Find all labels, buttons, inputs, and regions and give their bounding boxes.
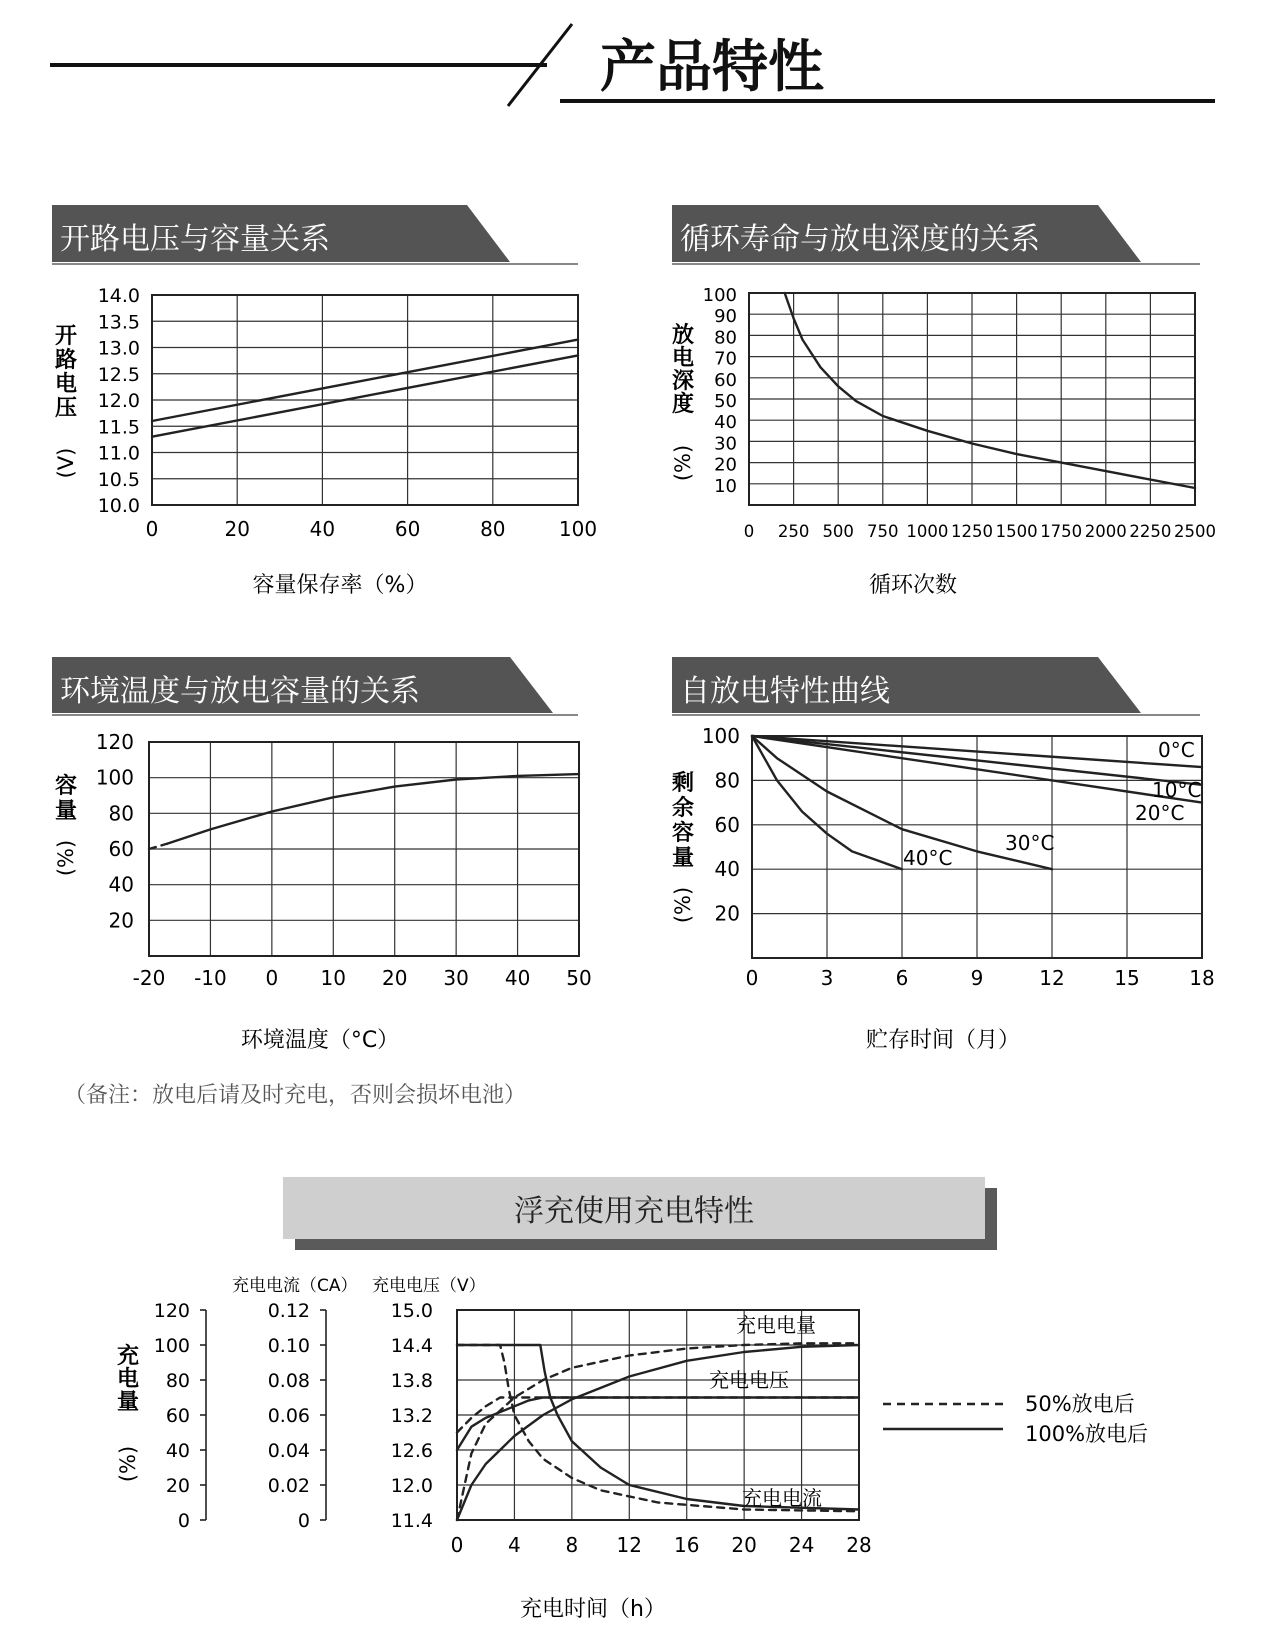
- x-tick-label: 12: [616, 1533, 643, 1557]
- y-axis-label: 剩: [671, 771, 695, 796]
- y-tick-label: 20: [714, 901, 740, 926]
- x-tick-label: 60: [394, 517, 421, 541]
- y-tick-label: 40: [714, 412, 737, 434]
- y-tick-label: 14.0: [97, 285, 140, 307]
- mid-tick-label: 0.12: [267, 1300, 310, 1322]
- legend-label: 50%放电后: [1025, 1392, 1135, 1416]
- y-axis-unit: (%): [671, 886, 695, 924]
- y-tick-label: 10: [714, 475, 737, 497]
- x-tick-label: 100: [558, 517, 598, 541]
- x-tick-label: 20: [731, 1533, 757, 1557]
- x-tick-label: 80: [480, 517, 506, 541]
- x-axis-label: 环境温度（°C）: [240, 1028, 400, 1053]
- curve-label: 充电电压: [709, 1368, 789, 1392]
- y-axis-label: 余: [671, 796, 695, 821]
- y-tick-label: 13.0: [97, 337, 140, 360]
- y-axis-label: 充: [116, 1344, 140, 1369]
- x-tick-label: 0: [265, 966, 279, 990]
- x-tick-label: 1000: [906, 522, 949, 541]
- series-label: 40°C: [903, 846, 953, 870]
- x-tick-label: 0: [743, 522, 755, 541]
- curve-label: 充电电量: [736, 1313, 816, 1337]
- x-tick-label: 2250: [1129, 522, 1172, 541]
- y-tick-label: 13.5: [97, 311, 140, 334]
- legend-label: 100%放电后: [1025, 1422, 1149, 1446]
- y-tick-label: 11.5: [97, 416, 140, 439]
- x-tick-label: 750: [867, 522, 899, 541]
- x-tick-label: 12: [1039, 966, 1065, 990]
- y-axis-label: 量: [671, 846, 695, 871]
- section-banner-temperature: [52, 657, 578, 715]
- x-tick-label: 2500: [1174, 522, 1216, 541]
- y-tick-label: 120: [95, 730, 134, 754]
- x-tick-label: 50: [566, 966, 592, 990]
- x-tick-label: 9: [970, 966, 984, 990]
- y-tick-label: 100: [95, 765, 134, 790]
- left-tick-label: 40: [165, 1440, 190, 1462]
- y-tick-label: 20: [714, 454, 737, 476]
- y-axis-label: 电: [671, 346, 695, 371]
- x-tick-label: 8: [565, 1533, 579, 1557]
- voltage-tick-label: 13.2: [390, 1405, 433, 1427]
- chart-title: 自放电特性曲线: [680, 674, 890, 709]
- x-tick-label: 40: [309, 517, 336, 541]
- curve-label: 充电电流: [742, 1486, 822, 1510]
- voltage-tick-label: 14.4: [390, 1335, 433, 1357]
- page-title: 产品特性: [600, 35, 824, 100]
- x-axis-label: 贮存时间（月）: [865, 1028, 1021, 1053]
- y-tick-label: 60: [108, 837, 134, 861]
- y-axis-label: 容: [671, 821, 695, 846]
- mid-tick-label: 0.02: [267, 1475, 310, 1497]
- mid-tick-label: 0.08: [267, 1370, 310, 1392]
- y-tick-label: 12.0: [97, 390, 140, 412]
- x-axis-label: 容量保存率（%）: [252, 573, 428, 598]
- voltage-tick-label: 11.4: [390, 1510, 433, 1532]
- left-tick-label: 100: [153, 1335, 190, 1357]
- y-axis-unit: (%): [671, 444, 695, 482]
- left-tick-label: 20: [165, 1475, 190, 1497]
- x-tick-label: 250: [777, 522, 810, 541]
- y-tick-label: 12.5: [97, 363, 140, 386]
- x-tick-label: -20: [132, 966, 166, 990]
- y-tick-label: 10.5: [97, 468, 140, 491]
- x-tick-label: 16: [673, 1533, 700, 1557]
- y-axis-label: 电: [54, 372, 78, 397]
- mid-tick-label: 0.06: [267, 1405, 310, 1427]
- x-tick-label: 500: [822, 522, 854, 541]
- x-tick-label: 10: [320, 966, 347, 990]
- y-axis-label: 深: [671, 369, 695, 394]
- y-tick-label: 100: [702, 285, 737, 306]
- y-tick-label: 80: [108, 801, 134, 826]
- y-axis-label: 量: [54, 799, 78, 824]
- y-tick-label: 70: [714, 348, 737, 370]
- y-axis-unit: (%): [54, 839, 78, 877]
- right-axis-title: 充电电压（V）: [372, 1276, 486, 1296]
- x-axis-label: 循环次数: [868, 573, 958, 598]
- y-tick-label: 80: [714, 327, 737, 349]
- left-tick-label: 0: [177, 1510, 190, 1532]
- voltage-tick-label: 12.6: [390, 1440, 433, 1462]
- mid-tick-label: 0.04: [267, 1440, 310, 1462]
- y-axis-unit: (%): [116, 1445, 140, 1483]
- series-label: 0°C: [1158, 738, 1195, 762]
- x-tick-label: 20: [381, 966, 408, 990]
- x-tick-label: 15: [1114, 966, 1140, 990]
- y-axis-label: 放: [671, 323, 695, 348]
- chart-title: 循环寿命与放电深度的关系: [680, 222, 1040, 257]
- y-tick-label: 20: [108, 908, 134, 933]
- x-tick-label: 0: [450, 1533, 464, 1557]
- x-tick-label: 1250: [951, 522, 993, 541]
- y-axis-label: 开: [54, 324, 78, 349]
- left-tick-label: 120: [153, 1300, 190, 1322]
- voltage-tick-label: 13.8: [390, 1370, 433, 1392]
- mid-tick-label: 0.10: [267, 1335, 310, 1357]
- y-tick-label: 50: [714, 391, 737, 412]
- y-tick-label: 90: [714, 306, 737, 328]
- series-label: 10°C: [1152, 778, 1202, 802]
- chart-title: 环境温度与放电容量的关系: [60, 674, 420, 709]
- x-tick-label: 4: [508, 1533, 521, 1557]
- y-axis-label: 度: [671, 392, 695, 417]
- mid-axis-title: 充电电流（CA）: [232, 1276, 358, 1296]
- y-tick-label: 40: [714, 857, 740, 882]
- x-tick-label: 2000: [1084, 522, 1127, 541]
- x-tick-label: 6: [895, 966, 909, 990]
- x-axis-label: 充电时间（h）: [520, 1597, 666, 1622]
- x-tick-label: 20: [224, 517, 250, 541]
- x-tick-label: 3: [820, 966, 834, 990]
- voltage-tick-label: 12.0: [390, 1475, 433, 1497]
- x-tick-label: 18: [1189, 966, 1215, 990]
- y-axis-label: 量: [116, 1390, 140, 1415]
- x-tick-label: -10: [194, 966, 227, 990]
- y-tick-label: 60: [714, 369, 737, 391]
- x-tick-label: 30: [443, 966, 469, 990]
- banner-title: 浮充使用充电特性: [514, 1194, 754, 1229]
- y-axis-label: 压: [54, 396, 78, 421]
- y-axis-label: 容: [54, 774, 78, 799]
- y-tick-label: 100: [701, 724, 740, 748]
- series-label: 20°C: [1135, 801, 1185, 825]
- chart-title: 开路电压与容量关系: [60, 222, 330, 257]
- left-tick-label: 60: [165, 1405, 190, 1427]
- y-tick-label: 10.0: [97, 495, 140, 517]
- x-tick-label: 40: [504, 966, 531, 990]
- left-tick-label: 80: [165, 1370, 190, 1392]
- y-axis-unit: (V): [54, 447, 78, 479]
- x-tick-label: 1750: [1040, 522, 1083, 541]
- y-tick-label: 11.0: [97, 442, 140, 465]
- voltage-tick-label: 15.0: [390, 1300, 433, 1322]
- y-tick-label: 80: [714, 768, 740, 793]
- y-axis-label: 电: [116, 1367, 140, 1392]
- mid-tick-label: 0: [297, 1510, 310, 1532]
- x-tick-label: 1500: [995, 522, 1038, 541]
- y-tick-label: 30: [714, 433, 737, 455]
- y-tick-label: 60: [714, 812, 740, 837]
- series-label: 30°C: [1005, 831, 1055, 855]
- float-charge-banner: [283, 1177, 997, 1250]
- x-tick-label: 28: [846, 1533, 872, 1557]
- x-tick-label: 24: [788, 1533, 815, 1557]
- note-text: （备注：放电后请及时充电，否则会损坏电池）: [64, 1083, 527, 1108]
- x-tick-label: 0: [145, 517, 159, 541]
- x-tick-label: 0: [745, 966, 759, 990]
- y-tick-label: 40: [108, 872, 134, 897]
- y-axis-label: 路: [54, 348, 78, 373]
